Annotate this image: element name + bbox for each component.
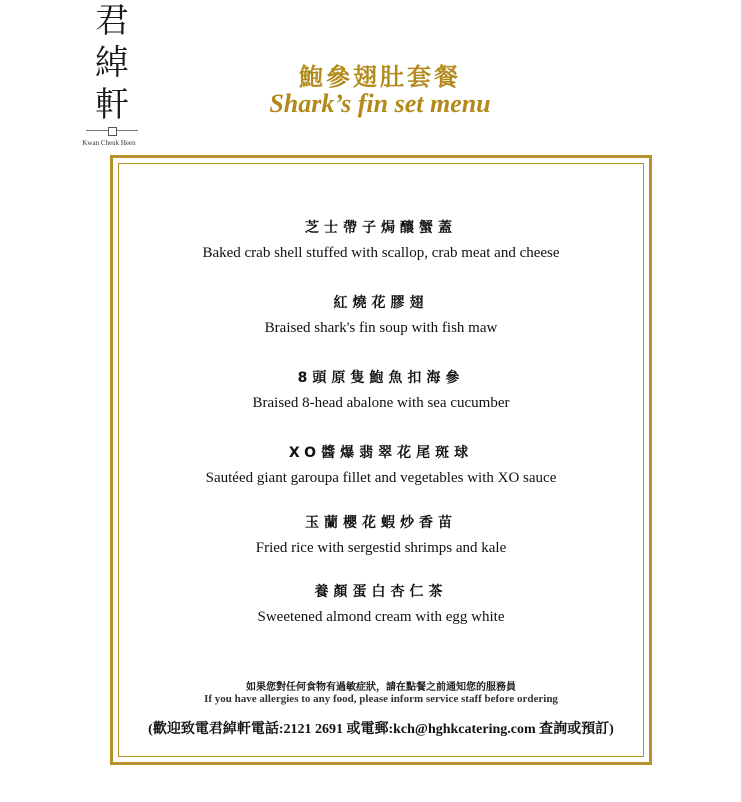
logo-subtitle: Kwan Cheuk Heen xyxy=(82,139,136,147)
dish-name-english: Sautéed giant garoupa fillet and vegetables with XO sauce xyxy=(205,470,557,486)
logo-char-3: 軒 xyxy=(95,85,129,125)
menu-title-chinese: 鮑參翅肚套餐 xyxy=(299,63,461,91)
dish-name-english: Braised shark's fin soup with fish maw xyxy=(264,320,498,336)
menu-title-english: Shark’s fin set menu xyxy=(269,89,491,118)
dish-name-english: Sweetened almond cream with egg white xyxy=(257,609,505,625)
dish-name-english: Fried rice with sergestid shrimps and kale xyxy=(255,540,507,556)
menu-item xyxy=(110,582,652,626)
menu-item xyxy=(110,513,652,557)
menu-item xyxy=(110,218,652,262)
dish-name-chinese: 玉蘭櫻花蝦炒香苗 xyxy=(305,515,457,531)
dish-name-chinese: 養顏蛋白杏仁茶 xyxy=(314,584,448,600)
dish-name-chinese: 紅燒花膠翅 xyxy=(333,295,429,311)
dish-name-english: Braised 8-head abalone with sea cucumber xyxy=(252,395,510,411)
allergy-notice-chinese: 如果您對任何食物有過敏症狀，請在點餐之前通知您的服務員 xyxy=(246,682,516,693)
seal-icon xyxy=(108,127,117,136)
dish-name-english: Baked crab shell stuffed with scallop, crab meat and cheese xyxy=(202,245,560,261)
dish-name-chinese: 芝士帶子焗釀蟹蓋 xyxy=(305,220,457,236)
menu-item xyxy=(110,293,652,337)
logo-char-2: 綽 xyxy=(95,43,129,83)
allergy-notice-english: If you have allergies to any food, please inform service staff before ordering xyxy=(204,693,558,705)
menu-item xyxy=(110,443,652,487)
dish-name-chinese: 8頭原隻鮑魚扣海參 xyxy=(297,370,465,386)
contact-info: (歡迎致電君綽軒電話:2121 2691 或電郵:kch@hghkcatering.com 查詢或預訂) xyxy=(148,722,614,737)
logo-divider xyxy=(86,130,138,137)
menu-item xyxy=(110,368,652,412)
logo-char-1: 君 xyxy=(95,1,129,41)
dish-name-chinese: XO醬爆翡翠花尾斑球 xyxy=(288,445,474,461)
